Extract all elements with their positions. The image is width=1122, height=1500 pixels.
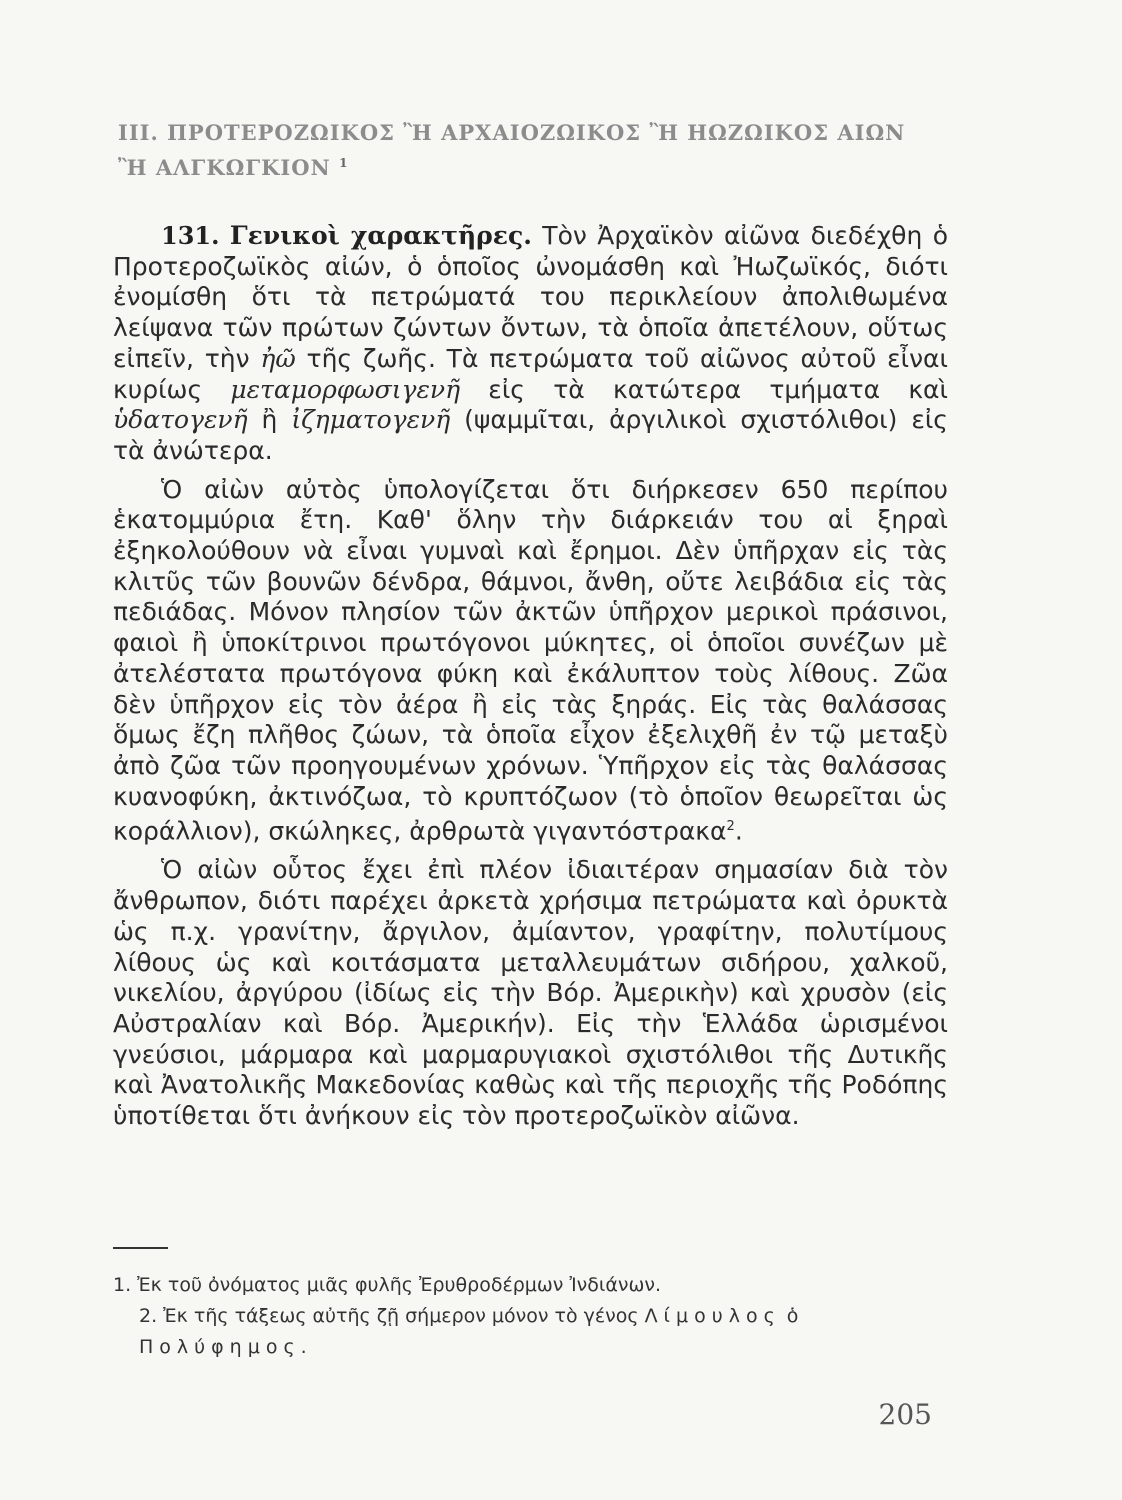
footnote-2-text: 2. Ἐκ τῆς τάξεως αὐτῆς ζῇ σήμερον μόνον τὸ γένος — [139, 1305, 645, 1327]
footnote-divider — [113, 1247, 168, 1249]
term-metamorphic: μεταμορφωσιγενῆ — [230, 374, 461, 404]
paragraph-3: Ὁ αἰὼν οὗτος ἔχει ἐπὶ πλέον ἰδιαιτέραν σημασίαν διὰ τὸν ἄνθρωπον, διότι παρέχει ἀρκετὰ χρήσιμα πετρώματα καὶ ὀρυκτὰ ὡς π.χ. γρανίτην, ἄργιλον, ἀμίαντον, γραφίτην, πολυτίμους λίθους ὡς καὶ κοιτάσματα μεταλλευμάτων σιδήρου, χαλκοῦ, νικελίου, ἀργύρου (ἰδίως εἰς τὴν Βόρ. Ἀμερικὴν) καὶ χρυσὸν (εἰς Αὐστραλίαν καὶ Βόρ. Ἀμερικήν). Εἰς τὴν Ἑλλάδα ὡρισμένοι γνεύσιοι, μάρμαρα καὶ μαρμαρυγιακοὶ σχιστόλιθοι τῆς Δυτικῆς καὶ Ἀνατολικῆς Μακεδονίας καθὼς καὶ τῆς περιοχῆς τῆς Ροδόπης ὑποτίθεται ὅτι ἀνήκουν εἰς τὸν προτεροζωϊκὸν αἰῶνα. — [113, 855, 948, 1131]
paragraph-1-io: ἠῶ — [260, 343, 296, 373]
term-sedimentary: ἰζηματογενῆ — [291, 405, 451, 435]
paragraph-1-mid-3: ἢ — [247, 405, 292, 435]
chapter-heading-line-1: III. ΠΡΟΤΕΡΟΖΩΙΚΟΣ Ἢ ΑΡΧΑΙΟΖΩΙΚΟΣ Ἢ ΗΩΖΩΙΚΟΣ ΑΙΩΝ — [118, 120, 906, 145]
chapter-heading-line-2-text: Ἢ ΑΛΓΚΩΓΚΙΟΝ — [118, 155, 331, 180]
paragraph-2-text: Ὁ αἰὼν αὐτὸς ὑπολογίζεται ὅτι διήρκεσεν 650 περίπου ἑκατομμύρια ἔτη. Καθ' ὅλην τὴν διάρκειάν του αἱ ξηραὶ ἐξηκολούθουν νὰ εἶναι γυμναὶ καὶ ἔρημοι. Δὲν ὑπῆρχαν εἰς τὰς κλιτῦς τῶν βουνῶν δένδρα, θάμνοι, ἄνθη, οὔτε λειβάδια εἰς τὰς πεδιάδας. Μόνον πλησίον τῶν ἀκτῶν ὑπῆρχον μερικοὶ πράσινοι, φαιοὶ ἢ ὑποκίτρινοι πρωτόγονοι μύκητες, οἱ ὁποῖοι συνέζων μὲ ἀτελέστατα πρωτόγονα φύκη καὶ ἐκάλυπτον τοὺς λίθους. Ζῶα δὲν ὑπῆρχον εἰς τὸν ἀέρα ἢ εἰς τὰς ξηράς. Εἰς τὰς θαλάσσας ὅμως ἔζη πλῆθος ζώων, τὰ ὁποῖα εἶχον ἐξελιχθῆ ἐν τῷ μεταξὺ ἀπὸ ζῶα τῶν προηγουμένων χρόνων. Ὑπῆρχον εἰς τὰς θαλάσσας κυανοφύκη, ἀκτινόζωα, τὸ κρυπτόζωον (τὸ ὁποῖον θεωρεῖται ὡς κοράλλιον), σκώληκες, ἀρθρωτὰ γιγαντόστρακα — [113, 474, 948, 846]
paragraph-1-mid-2: εἰς τὰ κατώτερα τμήματα καὶ — [460, 374, 948, 404]
footnote-1: 1. Ἐκ τοῦ ὀνόματος μιᾶς φυλῆς Ἐρυθροδέρμων Ἰνδιάνων. — [113, 1274, 662, 1296]
footnote-2-end: . — [300, 1336, 307, 1358]
chapter-heading — [118, 118, 998, 183]
footnote-2-mid: ὁ — [780, 1305, 799, 1327]
heading-footnote-mark: 1 — [339, 156, 349, 170]
paragraph-1-intro: Τὸν Ἀρχαϊκὸν αἰῶνα διεδέχθη ὁ Προτεροζωϊκὸς αἰών, ὁ ὁποῖος ὠνομάσθη καὶ Ἠωζωϊκός, διότι ἐνομίσθη ὅτι τὰ πετρώματά του περικλείουν ἀπολιθωμένα λείψανα τῶν πρώτων ζώντων ὄντων, τὰ ὁποῖα ἀπετέλουν, οὕτως εἰπεῖν, τὴν — [113, 221, 948, 373]
paragraph-2-footnote-mark: 2 — [726, 819, 735, 835]
footnote-2-species: Πολύφημος — [139, 1336, 301, 1358]
section-number: 131. — [161, 221, 220, 250]
paragraph-2-end: . — [734, 816, 743, 846]
term-aqueous: ὑδατογενῆ — [113, 405, 248, 435]
chapter-heading-line-2 — [118, 148, 998, 183]
paragraph-1-end: (ψαμμῖται, ἀργιλικοὶ σχιστόλιθοι) εἰς τὰ ἀνώτερα. — [113, 405, 948, 465]
body-text — [113, 221, 948, 1140]
paragraph-1-mid-1: τῆς ζωῆς. Τὰ πετρώματα τοῦ αἰῶνος αὐτοῦ εἶναι κυρίως — [113, 343, 948, 404]
paragraph-2 — [113, 475, 948, 848]
footnotes — [113, 1270, 948, 1363]
section-title: Γενικοὶ χαρακτῆρες. — [229, 221, 532, 250]
footnote-2 — [113, 1301, 948, 1363]
paragraph-1 — [113, 221, 948, 467]
footnote-2-genus: Λίμουλος — [644, 1305, 781, 1327]
page-number: 205 — [878, 1398, 932, 1431]
